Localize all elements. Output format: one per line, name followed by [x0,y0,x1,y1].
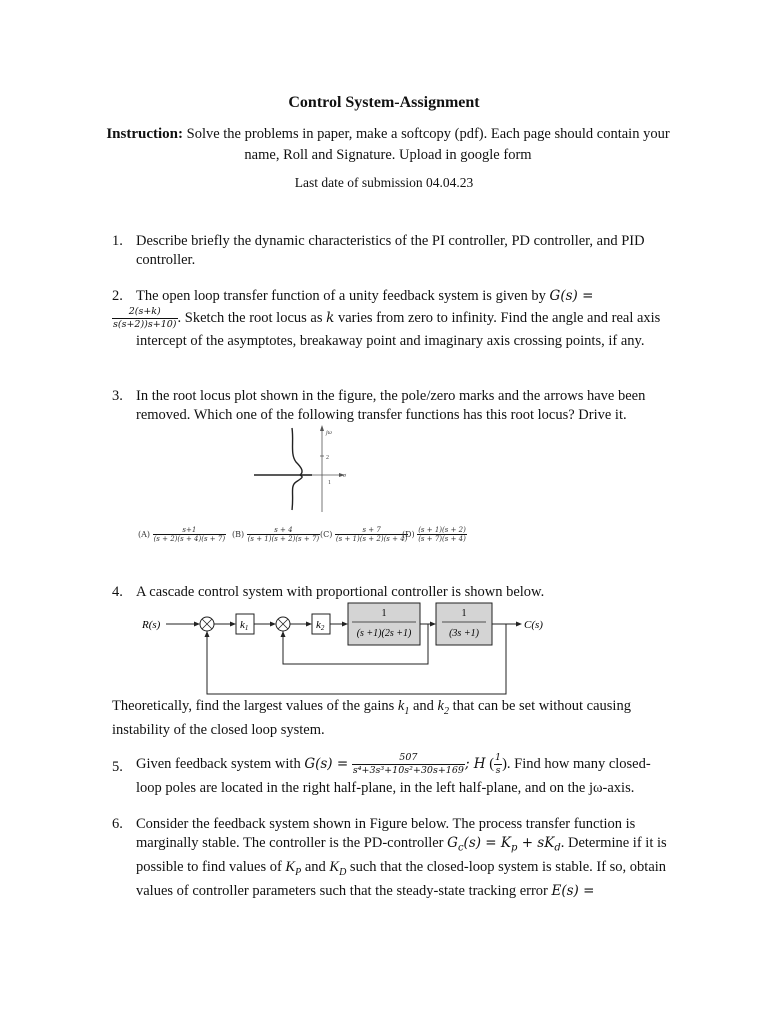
question-text-part: Theoretically, find the largest values of the gains [112,698,395,714]
transfer-function-fraction [112,306,178,331]
fraction-denominator: s [495,765,501,776]
connector-arrow [306,622,312,627]
option-label: (B) [232,530,245,539]
y-tick-label: 2 [326,455,329,461]
connector-arrow [342,622,348,627]
jw-label: jω [326,430,332,436]
question-number: 2. [112,288,123,304]
option-c [320,526,408,543]
instruction-paragraph [88,124,688,166]
question-5 [112,752,672,799]
question-1 [112,232,672,270]
fraction-numerator: 1 [495,752,502,763]
question-number: 6. [112,816,123,832]
question-text-part: and [304,858,326,875]
option-a [138,526,226,543]
locus-branch-upper [292,428,302,475]
sigma-label: σ [343,473,346,479]
transfer-function-label: G(s) = [304,755,349,772]
instruction-text: Solve the problems in paper, make a softcopy (pdf). Each page should contain your name, Roll and Signature. Upload in google form [186,126,670,163]
option-numerator: s+1 [153,526,226,535]
question-number: 4. [112,584,123,600]
question-number: 3. [112,388,123,404]
option-label: (D) [402,530,415,539]
block2-denominator: (3s +1) [449,628,479,639]
imaginary-axis-arrow [320,425,324,431]
gain-kd: $K_D$ [329,858,347,878]
connector-arrow [230,622,236,627]
fraction-numerator: 2(s+k) [112,306,178,319]
question-text-part: varies from zero to infinity. Find the angle and real axis intercept of the asymptotes, breakaway point and imaginary axis crossing points, if any. [136,309,661,349]
option-label: (A) [138,530,151,539]
gain-k2: $k_2$ [437,698,449,717]
option-denominator: (s + 1)(s + 2)(s + 4) [335,535,408,543]
transfer-function-fraction [352,752,465,777]
question-text-part: that can be set without causing instability of the closed loop system. [112,698,631,738]
question-text-part: . Determine if it is possible to find values of [136,835,667,875]
input-label: R(s) [142,619,161,631]
option-denominator: (s + 1)(s + 2)(s + 7) [247,535,320,543]
question-4-followup [112,697,672,740]
question-text-part: Consider the feedback system shown in Figure below. The process transfer function is marginally stable. The controller is the PD-controller [136,816,636,851]
k1-label: k1 [240,619,249,632]
question-6 [112,815,672,901]
locus-branch-lower [292,475,302,510]
block1-numerator: 1 [381,608,387,619]
connector-arrow [430,622,436,627]
fraction-numerator: 507 [352,752,465,765]
question-text [136,815,672,901]
question-text-part: . Sketch the root locus as [177,309,323,326]
question-2 [112,286,672,351]
question-text-part: The open loop transfer function of a unity feedback system is given by [136,288,546,304]
root-locus-plot [250,422,360,512]
outer-feedback-arrow [205,631,210,637]
option-numerator: s + 7 [335,526,408,535]
question-text: Describe briefly the dynamic characteristics of the PI controller, PD controller, and PID controller. [136,233,645,268]
option-numerator: (s + 1)(s + 2) [418,526,466,534]
error-label: E(s) = [551,882,595,899]
question-text-part: and [412,698,434,714]
question-number: 1. [112,233,123,249]
question-text-part: such that the closed-loop system is stable. If so, obtain values of controller parameters such that the steady-state tracking error [136,858,667,899]
output-arrow [516,622,522,627]
question-text [113,286,672,351]
page-title: Control System-Assignment [288,94,480,111]
block1-denominator: (s +1)(2s +1) [356,628,412,639]
output-label: C(s) [524,619,543,631]
k2-label: k2 [316,619,325,632]
controller-equation: $G_c(s) = K_p + sK_d$ [447,835,561,854]
question-text: In the root locus plot shown in the figure, the pole/zero marks and the arrows have been removed. Which one of the following transfer functions has this root locus? Drive it. [136,388,646,423]
inner-feedback-arrow [281,631,286,637]
input-arrow [194,622,200,627]
feedback-label: ; H [464,755,486,772]
gain-kp: $K_P$ [285,858,302,878]
option-denominator: (s + 2)(s + 4)(s + 7) [153,535,226,543]
fraction-denominator: s(s+2))s+10) [113,319,177,330]
connector-arrow [270,622,276,627]
question-text-part: . Find how many closed-loop poles are located in the right half-plane, in the left half-plane, and on the jω-axis. [136,755,651,796]
option-d [402,526,467,543]
option-b [232,526,320,543]
cascade-block-diagram [140,600,560,698]
submission-date: Last date of submission 04.04.23 [294,175,474,190]
question-number: 5. [112,759,123,775]
question-text-part: Given feedback system with [136,755,301,772]
block2-numerator: 1 [461,608,467,619]
fraction-denominator: s⁴+3s³+10s²+30s+169 [352,765,464,776]
option-label: (C) [320,530,333,539]
question-text [112,697,672,740]
question-3 [112,387,672,425]
gain-k1: $k_1$ [397,698,410,717]
x-tick-label: 1 [328,480,331,486]
option-denominator: (s + 7)(s + 4) [418,535,466,543]
option-numerator: s + 4 [247,526,320,535]
question-text: Given feedback system with G(s) = $\frac{507}{\text{s⁴+3s³+10s²+30s+169}}$ ; H ( $\frac{1}{s}$ ). Find how many closed-loop poles are located in the right half-plane, in the left half-plane, and on the jω-axis. [136,752,651,796]
instruction-label: Instruction: [106,126,183,142]
transfer-function-label: G(s) = [549,288,594,304]
feedback-fraction [494,752,502,777]
question-text: A cascade control system with proportional controller is shown below. [136,584,545,600]
variable-k: k [326,309,335,326]
